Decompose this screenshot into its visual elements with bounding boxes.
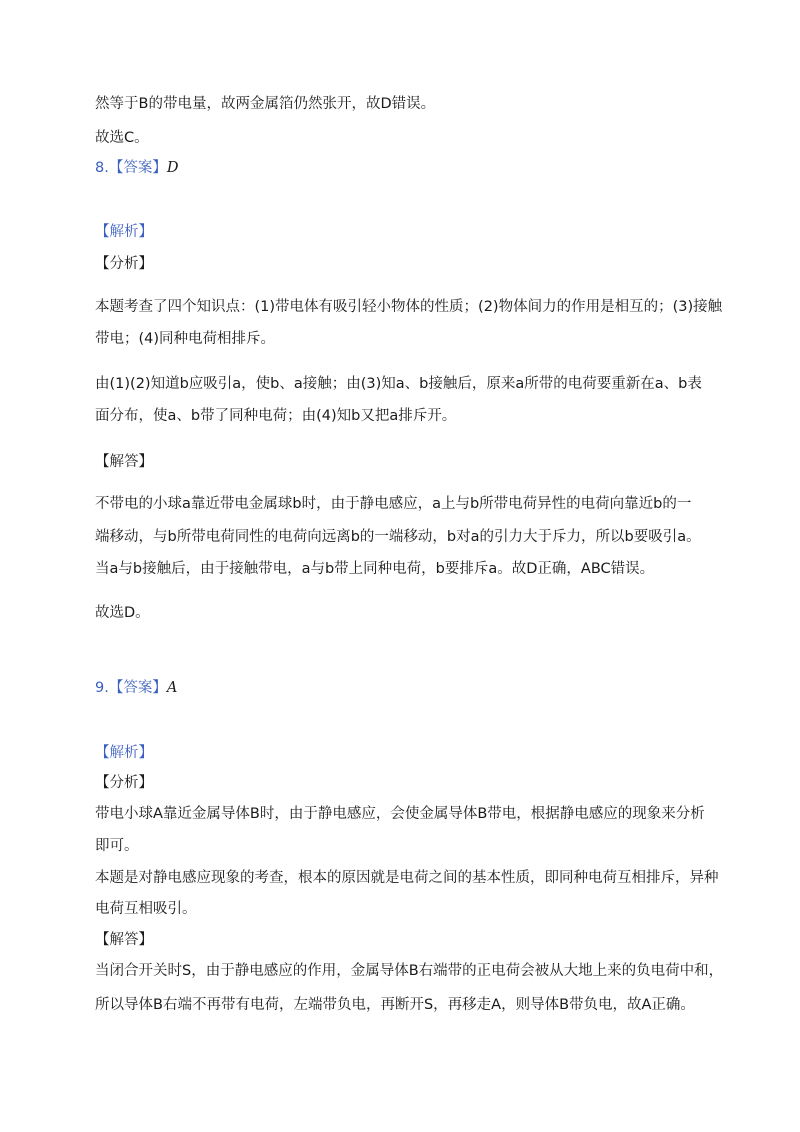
q9-fenxi-line-1: 带电小球A靠近金属导体B时，由于静电感应，会使金属导体B带电，根据静电感应的现象来分析 xyxy=(95,806,705,822)
q8-choice: 故选D。 xyxy=(95,605,150,621)
q8-para2-line-2: 面分布，使a、b带了同种电荷；由(4)知b又把a排斥开。 xyxy=(95,408,457,424)
q9-jiexi-heading: 【解析】 xyxy=(95,745,153,761)
q8-jieda-line-3: 当a与b接触后，由于接触带电，a与b带上同种电荷，b要排斥a。故D正确，ABC错误。 xyxy=(95,561,655,577)
q9-fenxi-line-2: 即可。 xyxy=(95,838,139,854)
q8-jieda-line-2: 端移动，与b所带电荷同性的电荷向远离b的一端移动，b对a的引力大于斥力，所以b要吸引a。 xyxy=(95,529,701,545)
q9-answer: A xyxy=(166,680,178,696)
q9-answer-label: 【答案】 xyxy=(108,680,167,696)
q9-fenxi-line-3: 本题是对静电感应现象的考查，根本的原因就是电荷之间的基本性质，即同种电荷互相排斥，异种 xyxy=(95,870,719,886)
q9-jieda-heading: 【解答】 xyxy=(95,932,153,948)
q9-fenxi-line-4: 电荷互相吸引。 xyxy=(95,901,197,917)
q8-para2-line-1: 由(1)(2)知道b应吸引a，使b、a接触；由(3)知a、b接触后，原来a所带的电荷要重新在a、b表 xyxy=(95,376,702,392)
q9-jieda-line-1: 当闭合开关时S，由于静电感应的作用，金属导体B右端带的正电荷会被从大地上来的负电荷中和， xyxy=(95,963,724,979)
previous-choice: 故选C。 xyxy=(95,130,149,146)
q8-fenxi-heading: 【分析】 xyxy=(95,256,153,272)
q8-jiexi-heading: 【解析】 xyxy=(95,224,153,240)
q9-number: 9. xyxy=(95,680,109,696)
q8-answer: D xyxy=(166,160,179,176)
continuation-line: 然等于B的带电量，故两金属箔仍然张开，故D错误。 xyxy=(95,96,436,112)
q8-fenxi-line-1: 本题考查了四个知识点：(1)带电体有吸引轻小物体的性质；(2)物体间力的作用是相互的；(3)接触 xyxy=(95,299,723,315)
q8-jieda-line-1: 不带电的小球a靠近带电金属球b时，由于静电感应，a上与b所带电荷异性的电荷向靠近b的一 xyxy=(95,496,692,512)
q9-jieda-line-2: 所以导体B右端不再带有电荷，左端带负电，再断开S，再移走A，则导体B带负电，故A正确。 xyxy=(95,997,695,1013)
q8-answer-label: 【答案】 xyxy=(108,160,167,176)
q9-answer-line xyxy=(95,678,177,698)
q8-jieda-heading: 【解答】 xyxy=(95,454,153,470)
q8-answer-line xyxy=(95,158,178,178)
q8-number: 8. xyxy=(95,160,109,176)
q8-fenxi-line-2: 带电；(4)同种电荷相排斥。 xyxy=(95,331,276,347)
q9-fenxi-heading: 【分析】 xyxy=(95,775,153,791)
